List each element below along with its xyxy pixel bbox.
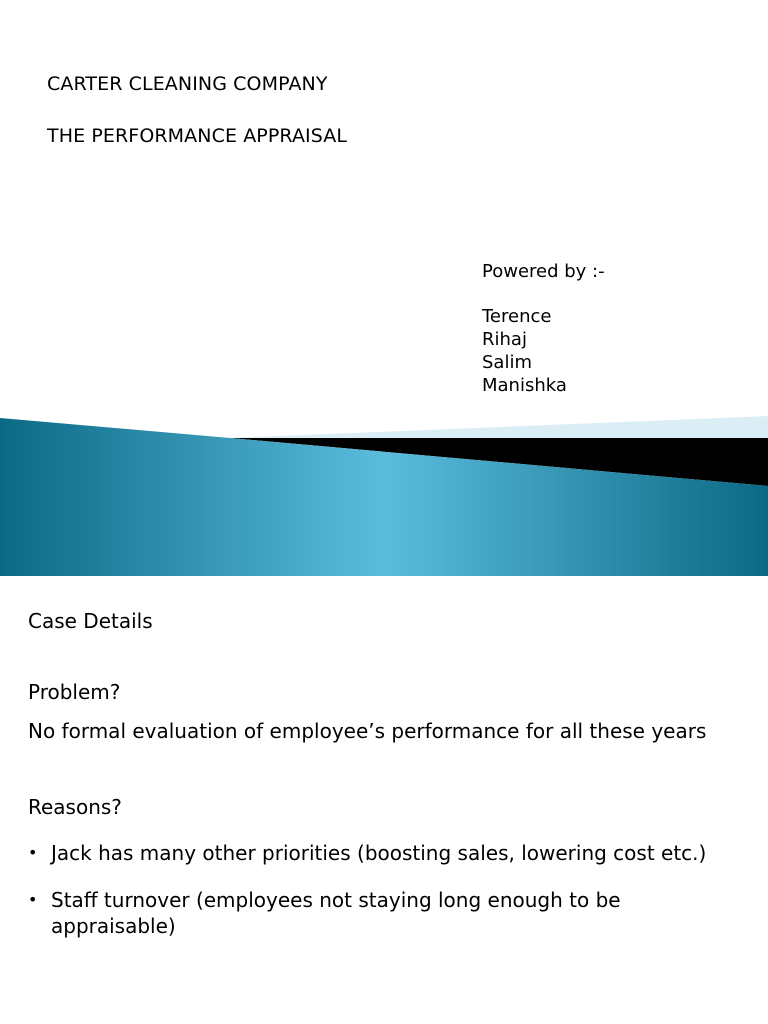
reason-item [28,887,748,939]
problem-text: No formal evaluation of employee’s performance for all these years [28,719,707,743]
bullet-icon: • [28,890,38,909]
member-name: Manishka [482,375,567,396]
reasons-list [28,840,748,960]
powered-by-label: Powered by :- [482,261,605,282]
reason-text: Jack has many other priorities (boosting sales, lowering cost etc.) [51,841,707,865]
pale-blue-band [230,416,768,438]
case-details-heading: Case Details [28,609,153,633]
member-name: Salim [482,352,532,373]
member-list [482,305,605,397]
reason-item [28,840,748,866]
member-name: Terence [482,306,552,327]
presentation-title: THE PERFORMANCE APPRAISAL [47,125,348,147]
case-details-slide [0,576,768,1024]
reasons-label: Reasons? [28,795,122,819]
credits-block [482,260,605,397]
problem-label: Problem? [28,680,121,704]
company-title: CARTER CLEANING COMPANY [47,73,328,95]
member-name: Rihaj [482,329,527,350]
decorative-wave-band [0,400,768,576]
reason-text: Staff turnover (employees not staying long enough to be appraisable) [51,888,621,938]
bullet-icon: • [28,843,38,862]
